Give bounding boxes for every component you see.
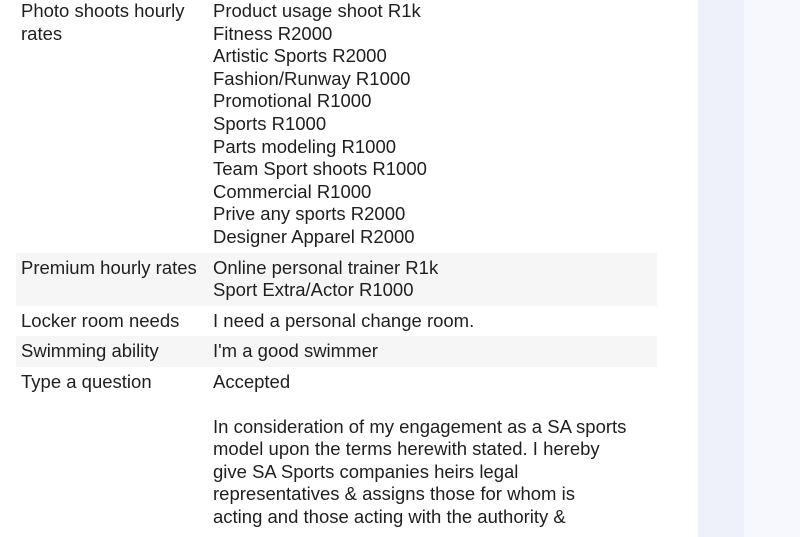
side-panel bbox=[698, 0, 744, 537]
row-label bbox=[16, 310, 213, 333]
row-label bbox=[16, 0, 213, 249]
label-text: Type a question bbox=[21, 370, 152, 392]
value-line: Accepted bbox=[213, 370, 291, 392]
value-line: Online personal trainer R1k bbox=[213, 256, 439, 278]
value-line: I'm a good swimmer bbox=[213, 340, 378, 362]
label-text: Locker room needs bbox=[21, 309, 180, 331]
value-line: Commercial R1000 bbox=[213, 180, 372, 202]
side-panel-outer bbox=[744, 0, 800, 537]
value-line: Promotional R1000 bbox=[213, 90, 372, 112]
value-line: I need a personal change room. bbox=[213, 309, 475, 331]
table-row-photo-shoots bbox=[16, 0, 657, 253]
label-text: Photo shoots hourly rates bbox=[21, 0, 185, 44]
consent-paragraph bbox=[213, 416, 657, 529]
value-line: Designer Apparel R2000 bbox=[213, 225, 415, 247]
value-line: Product usage shoot R1k bbox=[213, 0, 421, 21]
value-line: Sports R1000 bbox=[213, 112, 327, 134]
table-row-swimming bbox=[16, 336, 657, 367]
row-value bbox=[213, 310, 657, 333]
value-line: Team Sport shoots R1000 bbox=[213, 158, 427, 180]
paragraph-line: representatives & assigns those for whom is bbox=[213, 483, 575, 505]
paragraph-line: acting and those acting with the authority & bbox=[213, 505, 566, 527]
paragraph-line: give SA Sports companies heirs legal bbox=[213, 460, 519, 482]
row-value bbox=[213, 340, 657, 363]
row-value bbox=[213, 257, 657, 302]
table-row-premium-rates bbox=[16, 253, 657, 306]
value-line: Sport Extra/Actor R1000 bbox=[213, 279, 414, 301]
value-line: Fashion/Runway R1000 bbox=[213, 67, 411, 89]
row-value bbox=[213, 371, 657, 529]
row-value bbox=[213, 0, 657, 249]
value-line: Prive any sports R2000 bbox=[213, 203, 406, 225]
label-text: Premium hourly rates bbox=[21, 256, 197, 278]
table-row-locker-room bbox=[16, 306, 657, 337]
value-line: Artistic Sports R2000 bbox=[213, 45, 387, 67]
paragraph-line: In consideration of my engagement as a SA sports bbox=[213, 415, 627, 437]
paragraph-line: model upon the terms herewith stated. I hereby bbox=[213, 438, 600, 460]
profile-details-table bbox=[16, 0, 657, 532]
row-label bbox=[16, 257, 213, 302]
value-line: Parts modeling R1000 bbox=[213, 135, 397, 157]
value-line: Fitness R2000 bbox=[213, 22, 333, 44]
label-text: Swimming ability bbox=[21, 340, 159, 362]
row-label bbox=[16, 340, 213, 363]
row-label bbox=[16, 371, 213, 529]
table-row-question bbox=[16, 367, 657, 533]
